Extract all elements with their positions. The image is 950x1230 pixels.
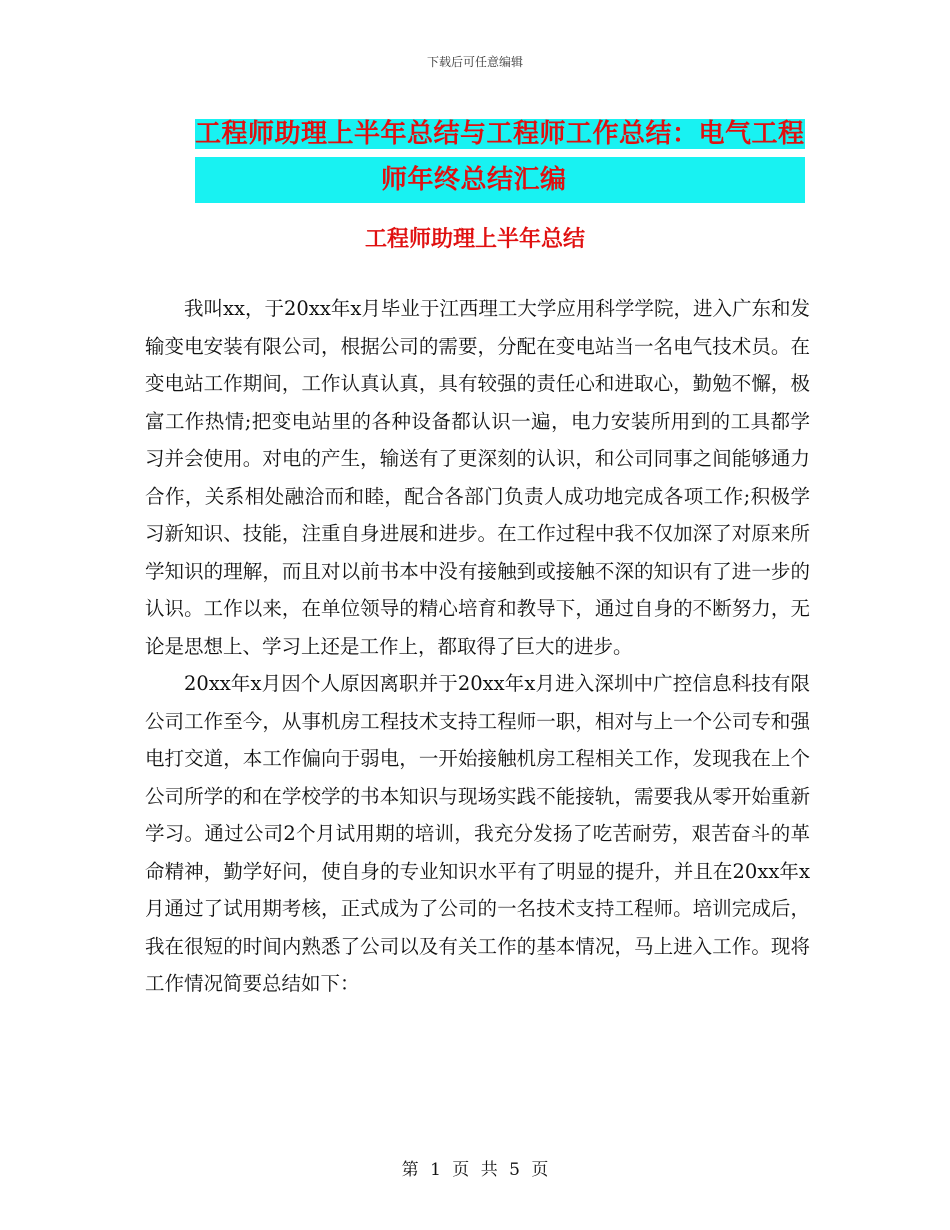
page-header-note: 下载后可任意编辑 [426,55,523,69]
body-paragraph: 我叫xx，于20xx年x月毕业于江西理工大学应用科学学院，进入广东和发输变电安装有限公司，根据公司的需要，分配在变电站当一名电气技术员。在变电站工作期间，工作认真认真，具有较强的责任心和进取心，勤勉不懈，极富工作热情;把变电站里的各种设备都认识一遍，电力安装所用到的工具都学习并会使用。对电的产生，输送有了更深刻的认识，和公司同事之间能够通力合作，关系相处融洽而和睦，配合各部门负责人成功地完成各项工作;积极学习新知识、技能，注重自身进展和进步。在工作过程中我不仅加深了对原来所学知识的理解，而且对以前书本中没有接触到或接触不深的知识有了进一步的认识。工作以来，在单位领导的精心培育和教导下，通过自身的不断努力，无论是思想上、学习上还是工作上，都取得了巨大的进步。 [145,297,810,658]
title-line-1: 工程师助理上半年总结与工程师工作总结：电气工程 [195,119,805,149]
title-line-2: 师年终总结汇编 [381,165,567,195]
document-title [195,111,805,203]
body-paragraph: 20xx年x月因个人原因离职并于20xx年x月进入深圳中广控信息科技有限公司工作至今，从事机房工程技术支持工程师一职，相对与上一个公司专和强电打交道，本工作偏向于弱电，一开始接触机房工程相关工作，发现我在上个公司所学的和在学校学的书本知识与现场实践不能接轨，需要我从零开始重新学习。通过公司2个月试用期的培训，我充分发扬了吃苦耐劳，艰苦奋斗的革命精神，勤学好问，使自身的专业知识水平有了明显的提升，并且在20xx年x月通过了试用期考核，正式成为了公司的一名技术支持工程师。培训完成后，我在很短的时间内熟悉了公司以及有关工作的基本情况，马上进入工作。现将工作情况简要总结如下： [145,672,810,995]
document-body [145,290,810,1003]
section-heading: 工程师助理上半年总结 [364,227,585,252]
page-number: 第 1 页 共 5 页 [401,1160,549,1180]
